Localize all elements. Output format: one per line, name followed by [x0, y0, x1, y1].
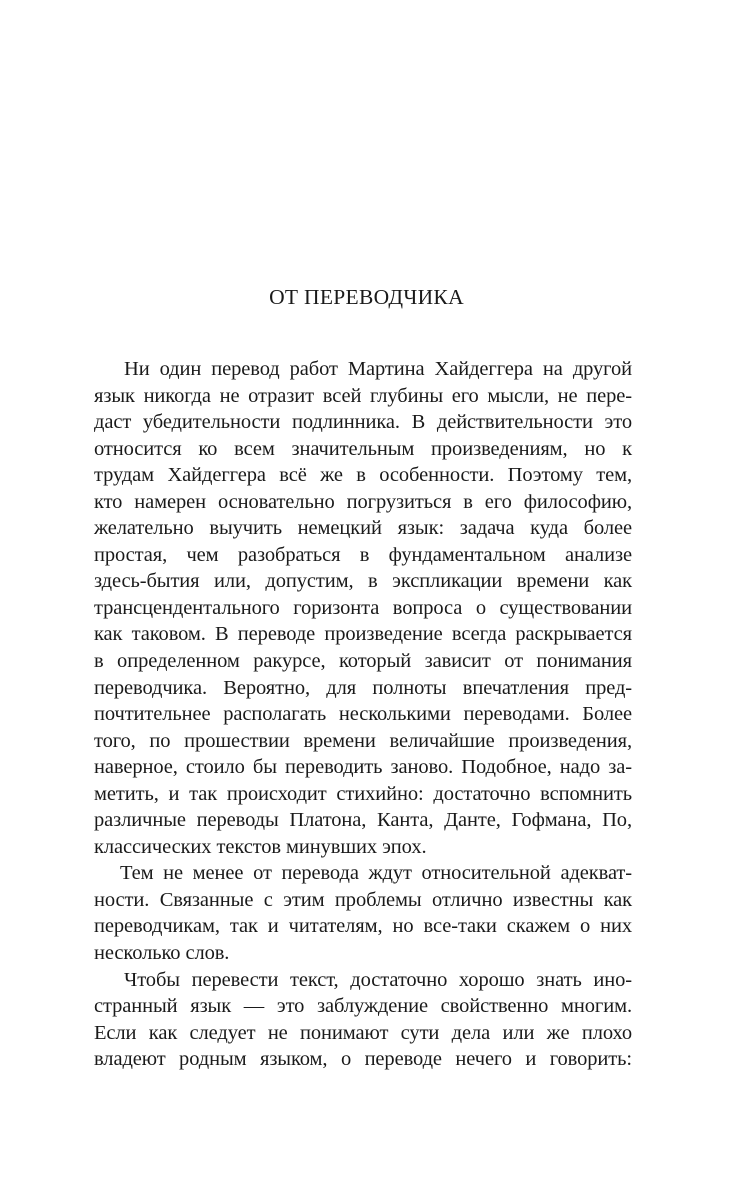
text-line: даст убедительности подлинника. В действительности это [94, 411, 632, 434]
text-line: того, по прошествии времени величайшие произведения, [94, 729, 632, 752]
text-line: трансцендентального горизонта вопроса о существовании [94, 596, 632, 619]
text-line: метить, и так происходит стихийно: достаточно вспомнить [94, 782, 632, 805]
text-line: язык никогда не отразит всей глубины его мысли, не пере- [94, 384, 632, 407]
body-text [94, 356, 632, 1073]
text-line: Если как следует не понимают сути дела или же плохо [94, 1021, 632, 1044]
paragraph [94, 356, 632, 860]
text-line: здесь-бытия или, допустим, в экспликации времени как [94, 570, 632, 593]
text-line: переводчика. Вероятно, для полноты впечатления пред- [94, 676, 632, 699]
text-line: классических текстов минувших эпох. [94, 835, 427, 858]
text-line: относится ко всем значительным произведениям, но к [94, 437, 632, 460]
text-line: Тем не менее от перевода ждут относительной адекват- [120, 862, 632, 885]
text-line: в определенном ракурсе, который зависит от понимания [94, 650, 632, 673]
text-line: владеют родным языком, о переводе нечего и говорить: [94, 1048, 632, 1071]
text-line: наверное, стоило бы переводить заново. Подобное, надо за- [94, 756, 632, 779]
chapter-title: ОТ ПЕРЕВОДЧИКА [269, 285, 464, 309]
text-line: почтительнее располагать несколькими переводами. Более [94, 703, 632, 726]
text-line: переводчикам, так и читателям, но все-таки скажем о них [94, 915, 632, 938]
text-line: Ни один перевод работ Мартина Хайдеггера на другой [124, 358, 632, 380]
text-line: желательно выучить немецкий язык: задача куда более [94, 517, 632, 540]
text-line: трудам Хайдеггера всё же в особенности. Поэтому тем, [94, 464, 632, 487]
text-line: Чтобы перевести текст, достаточно хорошо знать ино- [124, 968, 632, 991]
text-line: странный язык — это заблуждение свойственно многим. [94, 995, 632, 1018]
text-line: простая, чем разобраться в фундаментальном анализе [94, 543, 632, 566]
paragraph [94, 860, 632, 966]
text-line: несколько слов. [94, 942, 230, 965]
text-line: ности. Связанные с этим проблемы отлично известны как [94, 888, 632, 911]
text-line: различные переводы Платона, Канта, Данте, Гофмана, По, [94, 809, 632, 832]
text-line: как таковом. В переводе произведение всегда раскрывается [94, 623, 632, 646]
text-line: кто намерен основательно погрузиться в его философию, [94, 490, 632, 513]
paragraph [94, 967, 632, 1073]
